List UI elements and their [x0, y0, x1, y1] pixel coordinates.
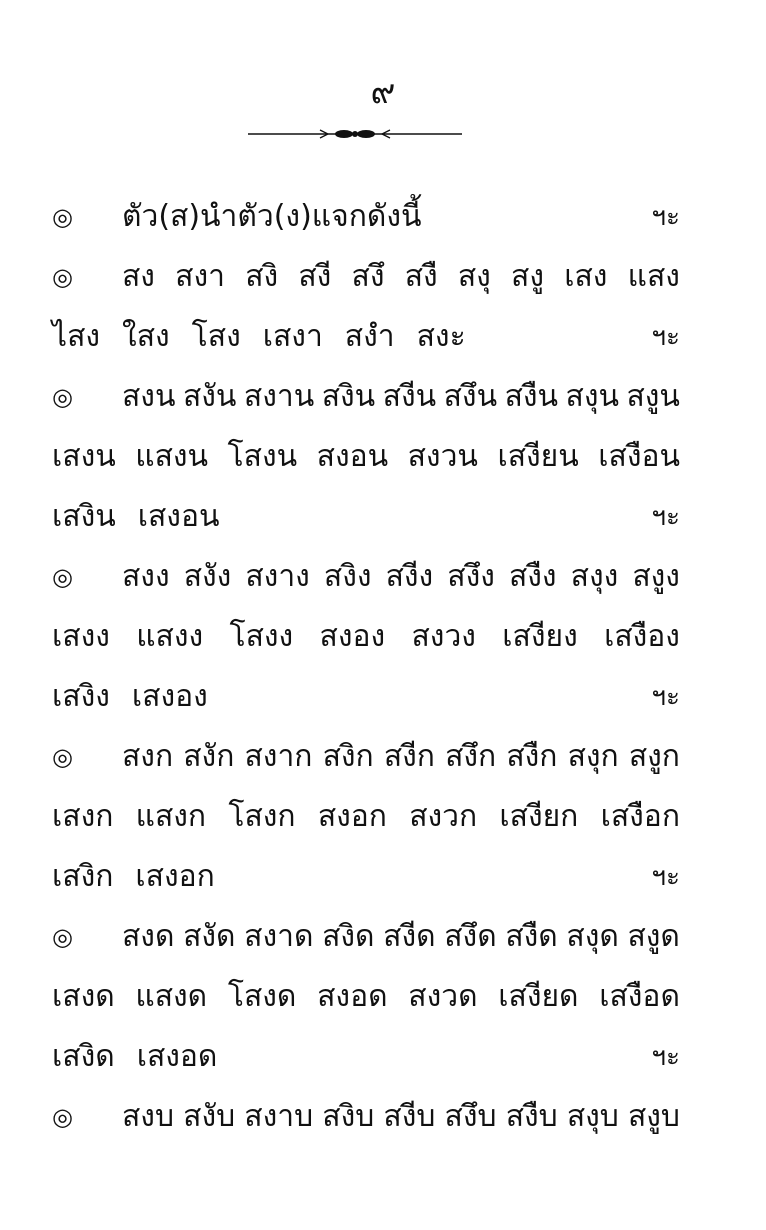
word-group [52, 306, 680, 368]
text-line [52, 906, 680, 968]
thai-word: สงับ [183, 1099, 236, 1134]
thai-word: สงาง [245, 559, 310, 594]
text-line [52, 246, 680, 308]
thai-word: เสงอง [131, 679, 208, 714]
thai-word: สงึ [351, 259, 385, 294]
thai-word: เสงอด [136, 1039, 218, 1074]
thai-word: เสงด [52, 979, 115, 1014]
thai-word: สงู [511, 259, 545, 294]
thai-word: สงก [122, 739, 174, 774]
thai-word: สงำ [344, 319, 395, 354]
thai-word: สงัด [183, 919, 236, 954]
thai-word: สงุด [566, 919, 619, 954]
thai-word: สงวก [409, 799, 478, 834]
thai-word: เสงิด [52, 1039, 115, 1074]
thai-word: สงึบ [444, 1099, 497, 1134]
thai-word: สง [122, 259, 155, 294]
ornament-divider [246, 124, 464, 144]
thai-word: สงอก [317, 799, 387, 834]
thai-word: ตัว(ส)นำตัว(ง)แจกดังนี้ [122, 199, 422, 234]
bullet-marker: ◎ [52, 203, 73, 231]
thai-word: สงบ [122, 1099, 175, 1134]
thai-word: โสงด [227, 979, 297, 1014]
end-mark: ฯะ [651, 682, 680, 712]
thai-word: แสงน [135, 439, 209, 474]
thai-word: สงูบ [627, 1099, 680, 1134]
thai-word: สงูง [632, 559, 680, 594]
bullet-marker: ◎ [52, 923, 73, 951]
thai-word: สงัน [182, 379, 237, 414]
end-mark: ฯะ [651, 862, 680, 892]
thai-word: โสงน [227, 439, 298, 474]
thai-word: สงีง [385, 559, 434, 594]
thai-word: สงิน [321, 379, 376, 414]
text-line [52, 1086, 680, 1148]
thai-word: เสงก [52, 799, 114, 834]
word-group [52, 666, 680, 728]
bullet-marker: ◎ [52, 743, 73, 771]
thai-word: สงึง [447, 559, 495, 594]
thai-word: สงูก [628, 739, 680, 774]
text-line [52, 1026, 680, 1088]
thai-word: สงง [122, 559, 170, 594]
word-group [52, 786, 680, 848]
thai-word: เสงน [52, 439, 116, 474]
thai-word: สงูน [626, 379, 680, 414]
thai-word: สงีก [383, 739, 435, 774]
thai-word: เสงิก [52, 859, 114, 894]
word-group [122, 246, 680, 308]
thai-word: เสงิง [52, 679, 110, 714]
thai-word: เสงิน [52, 499, 116, 534]
thai-word: สงืบ [505, 1099, 558, 1134]
thai-word: แสงก [135, 799, 207, 834]
word-group [52, 1026, 680, 1088]
word-group [52, 846, 680, 908]
thai-word: เสงง [52, 619, 110, 654]
text-line [52, 486, 680, 548]
thai-word: ไสง [52, 319, 101, 354]
thai-word: สงุก [567, 739, 619, 774]
word-group [122, 186, 680, 248]
end-mark: ฯะ [651, 202, 680, 232]
thai-word: สงื [404, 259, 438, 294]
thai-word: แสง [627, 259, 680, 294]
thai-word: สงีบ [383, 1099, 436, 1134]
thai-word: แสงด [135, 979, 208, 1014]
thai-word: สงืง [508, 559, 557, 594]
text-line [52, 366, 680, 428]
thai-word: สงุบ [566, 1099, 619, 1134]
thai-word: สงุน [565, 379, 619, 414]
thai-word: สงา [175, 259, 225, 294]
thai-word: สงอน [316, 439, 389, 474]
text-line [52, 546, 680, 608]
page-number: ๙ [370, 72, 396, 112]
thai-word: สงุ [457, 259, 491, 294]
text-line [52, 786, 680, 848]
thai-word: สงน [122, 379, 176, 414]
text-line [52, 726, 680, 788]
bullet-marker: ◎ [52, 263, 73, 291]
word-group [122, 546, 680, 608]
thai-word: สงึน [443, 379, 498, 414]
thai-word: เสงือก [600, 799, 680, 834]
thai-word: สงวง [411, 619, 476, 654]
text-line [52, 846, 680, 908]
thai-word: สงีน [382, 379, 437, 414]
thai-word: เสงือง [604, 619, 680, 654]
thai-word: สงาด [244, 919, 314, 954]
thai-word: เสงา [262, 319, 323, 354]
thai-word: สงืด [505, 919, 558, 954]
thai-word: สงิก [322, 739, 374, 774]
end-mark: ฯะ [651, 502, 680, 532]
text-line [52, 186, 680, 248]
thai-word: เสงือน [598, 439, 680, 474]
thai-word: สงาบ [244, 1099, 314, 1134]
word-group [122, 726, 680, 788]
word-group [122, 906, 680, 968]
word-group [52, 966, 680, 1028]
thai-word: สงึด [444, 919, 497, 954]
end-mark: ฯะ [651, 1042, 680, 1072]
thai-word: สงอด [317, 979, 388, 1014]
thai-word: สงี [298, 259, 332, 294]
word-group [52, 426, 680, 488]
word-group [52, 486, 680, 548]
bullet-marker: ◎ [52, 563, 73, 591]
text-line [52, 666, 680, 728]
text-line [52, 966, 680, 1028]
thai-word: สงวน [407, 439, 478, 474]
thai-word: สงิด [322, 919, 375, 954]
thai-word: สงอง [319, 619, 386, 654]
thai-word: สงัก [183, 739, 235, 774]
thai-word: สงีด [383, 919, 436, 954]
thai-word: เสงียง [502, 619, 578, 654]
thai-word: สงัง [183, 559, 232, 594]
thai-word: สงืก [506, 739, 558, 774]
thai-word: เสงอน [137, 499, 220, 534]
word-group [122, 366, 680, 428]
thai-word: สงุง [570, 559, 619, 594]
thai-word: เสงอก [135, 859, 215, 894]
thai-word: เสงียด [498, 979, 579, 1014]
thai-word: สงะ [416, 319, 466, 354]
thai-word: เสงียก [499, 799, 579, 834]
thai-word: สงวด [408, 979, 478, 1014]
thai-word: เสงียน [497, 439, 579, 474]
end-mark: ฯะ [651, 322, 680, 352]
word-group [52, 606, 680, 668]
bullet-marker: ◎ [52, 1103, 73, 1131]
word-group [122, 1086, 680, 1148]
bullet-marker: ◎ [52, 383, 73, 411]
text-line [52, 606, 680, 668]
thai-word: สงด [122, 919, 175, 954]
thai-word: สงาน [243, 379, 315, 414]
thai-word: ใสง [122, 319, 170, 354]
thai-word: สงูด [627, 919, 680, 954]
text-line [52, 306, 680, 368]
thai-word: โสงก [228, 799, 296, 834]
thai-word: โสง [191, 319, 241, 354]
thai-word: สงึก [445, 739, 497, 774]
thai-word: เสง [564, 259, 608, 294]
thai-word: แสงง [136, 619, 204, 654]
thai-word: สงิง [323, 559, 372, 594]
thai-word: สงิ [245, 259, 279, 294]
thai-word: สงืน [504, 379, 559, 414]
thai-word: เสงือด [599, 979, 680, 1014]
text-line [52, 426, 680, 488]
thai-word: สงาก [244, 739, 313, 774]
thai-word: สงิบ [322, 1099, 375, 1134]
thai-word: โสงง [229, 619, 294, 654]
